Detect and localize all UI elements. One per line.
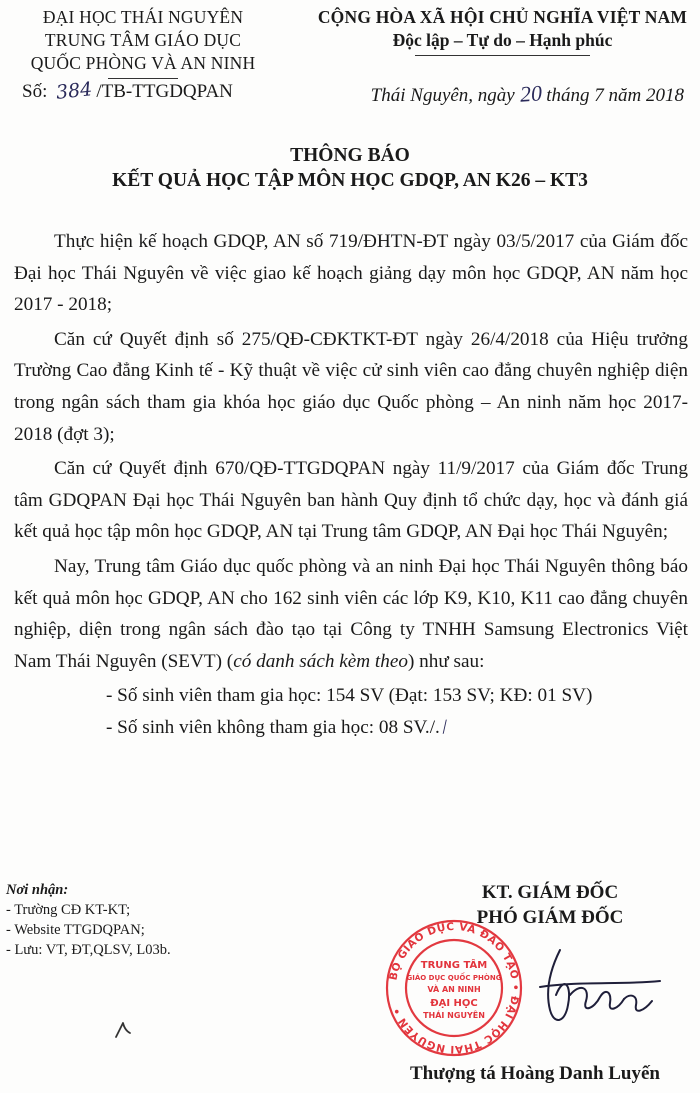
seal-ring-text: BỘ GIÁO DỤC VÀ ĐÀO TẠO • ĐẠI HỌC THÁI NGUYÊN •: [387, 920, 522, 1056]
paragraph-1: Thực hiện kế hoạch GDQP, AN số 719/ĐHTN-ĐT ngày 03/5/2017 của Giám đốc Đại học Thái Nguyên về việc giao kế hoạch giảng dạy môn học GDQP, AN năm học 2017 - 2018;: [14, 231, 688, 316]
paragraph-4-start: Nay, Trung tâm Giáo dục quốc phòng và an ninh Đại học Thái Nguyên thông báo kết quả môn học GDQP, AN cho 162 sinh viên các lớp K9, K10, K11 cao đẳng chuyên nghiệp, diện trong ngân sách đào tạo tại Công ty TNHH Samsung Electronics Việt Nam Thái Nguyên (SEVT) (: [14, 555, 688, 672]
org-line-2: TRUNG TÂM GIÁO DỤC: [44, 30, 242, 50]
doc-number-prefix: Số:: [22, 81, 48, 102]
org-underline: [108, 78, 178, 79]
nation-line-2: Độc lập – Tự do – Hạnh phúc: [392, 30, 613, 50]
document-body: [14, 226, 688, 744]
seal-line-5: THÁI NGUYÊN: [423, 1011, 485, 1020]
seal-line-3: VÀ AN NINH: [427, 985, 481, 994]
paragraph-3: Căn cứ Quyết định 670/QĐ-TTGDQPAN ngày 11/9/2017 của Giám đốc Trung tâm GDQPAN Đại học Thái Nguyên ban hành Quy định tổ chức dạy, học và đánh giá kết quả học tập môn học GDQP, AN tại Trung tâm GDQP, AN Đại học Thái Nguyên;: [14, 458, 688, 543]
document-number: [22, 80, 233, 103]
signer-authority: KT. GIÁM ĐỐC: [481, 882, 619, 903]
place-and-date: [371, 81, 684, 107]
paragraph-4-end: ) như sau:: [407, 650, 485, 672]
signer-name: Thượng tá Hoàng Danh Luyến: [410, 1063, 660, 1084]
doc-number-handwritten: 384: [55, 78, 94, 104]
document-title: THÔNG BÁO: [290, 145, 410, 166]
paragraph-2: Căn cứ Quyết định số 275/QĐ-CĐKTKT-ĐT ngày 26/4/2018 của Hiệu trưởng Trường Cao đẳng Kinh tế - Kỹ thuật về việc cử sinh viên cao đẳng chuyên nghiệp diện trong ngân sách tham gia khóa học giáo dục Quốc phòng – An ninh năm học 2017-2018 (đợt 3);: [14, 328, 688, 445]
pen-mark-icon: [110, 1015, 140, 1045]
recipients-label: Nơi nhận:: [6, 882, 69, 898]
bullet-absent-text: - Số sinh viên không tham gia học: 08 SV./.: [106, 716, 440, 738]
recipient-item: - Website TTGDQPAN;: [6, 922, 145, 938]
doc-number-suffix: /TB-TTGDQPAN: [96, 81, 233, 102]
nation-line-1: CỘNG HÒA XÃ HỘI CHỦ NGHĨA VIỆT NAM: [317, 7, 688, 27]
seal-line-1: TRUNG TÂM: [420, 960, 488, 971]
official-seal-stamp: [374, 918, 534, 1058]
recipients-block: [6, 880, 171, 960]
document-subtitle: KẾT QUẢ HỌC TẬP MÔN HỌC GDQP, AN K26 – KT3: [112, 170, 588, 191]
paragraph-4: [14, 551, 688, 677]
seal-line-4: ĐẠI HỌC: [430, 998, 478, 1009]
handwritten-day: 20: [518, 80, 543, 107]
org-line-1: ĐẠI HỌC THÁI NGUYÊN: [42, 7, 244, 27]
bullet-absent: [14, 712, 688, 744]
paragraph-4-italic: có danh sách kèm theo: [233, 650, 408, 672]
signer-position: PHÓ GIÁM ĐỐC: [476, 907, 624, 928]
place-date-after: tháng 7 năm 2018: [546, 85, 684, 106]
issuing-organization: [8, 6, 278, 79]
seal-line-2: GIÁO DỤC QUỐC PHÒNG: [406, 974, 502, 982]
recipient-item: - Lưu: VT, ĐT,QLSV, L03b.: [6, 942, 171, 958]
bullet-participants: - Số sinh viên tham gia học: 154 SV (Đạt: 153 SV; KĐ: 01 SV): [106, 685, 593, 707]
handwritten-initial-mark: /: [439, 716, 450, 739]
national-motto: [305, 6, 700, 56]
handwritten-signature: [520, 935, 670, 1045]
recipient-item: - Trường CĐ KT-KT;: [6, 902, 131, 918]
motto-underline: [415, 55, 590, 56]
place-date-before: Thái Nguyên, ngày: [370, 85, 515, 106]
org-line-3: QUỐC PHÒNG VÀ AN NINH: [30, 53, 256, 73]
